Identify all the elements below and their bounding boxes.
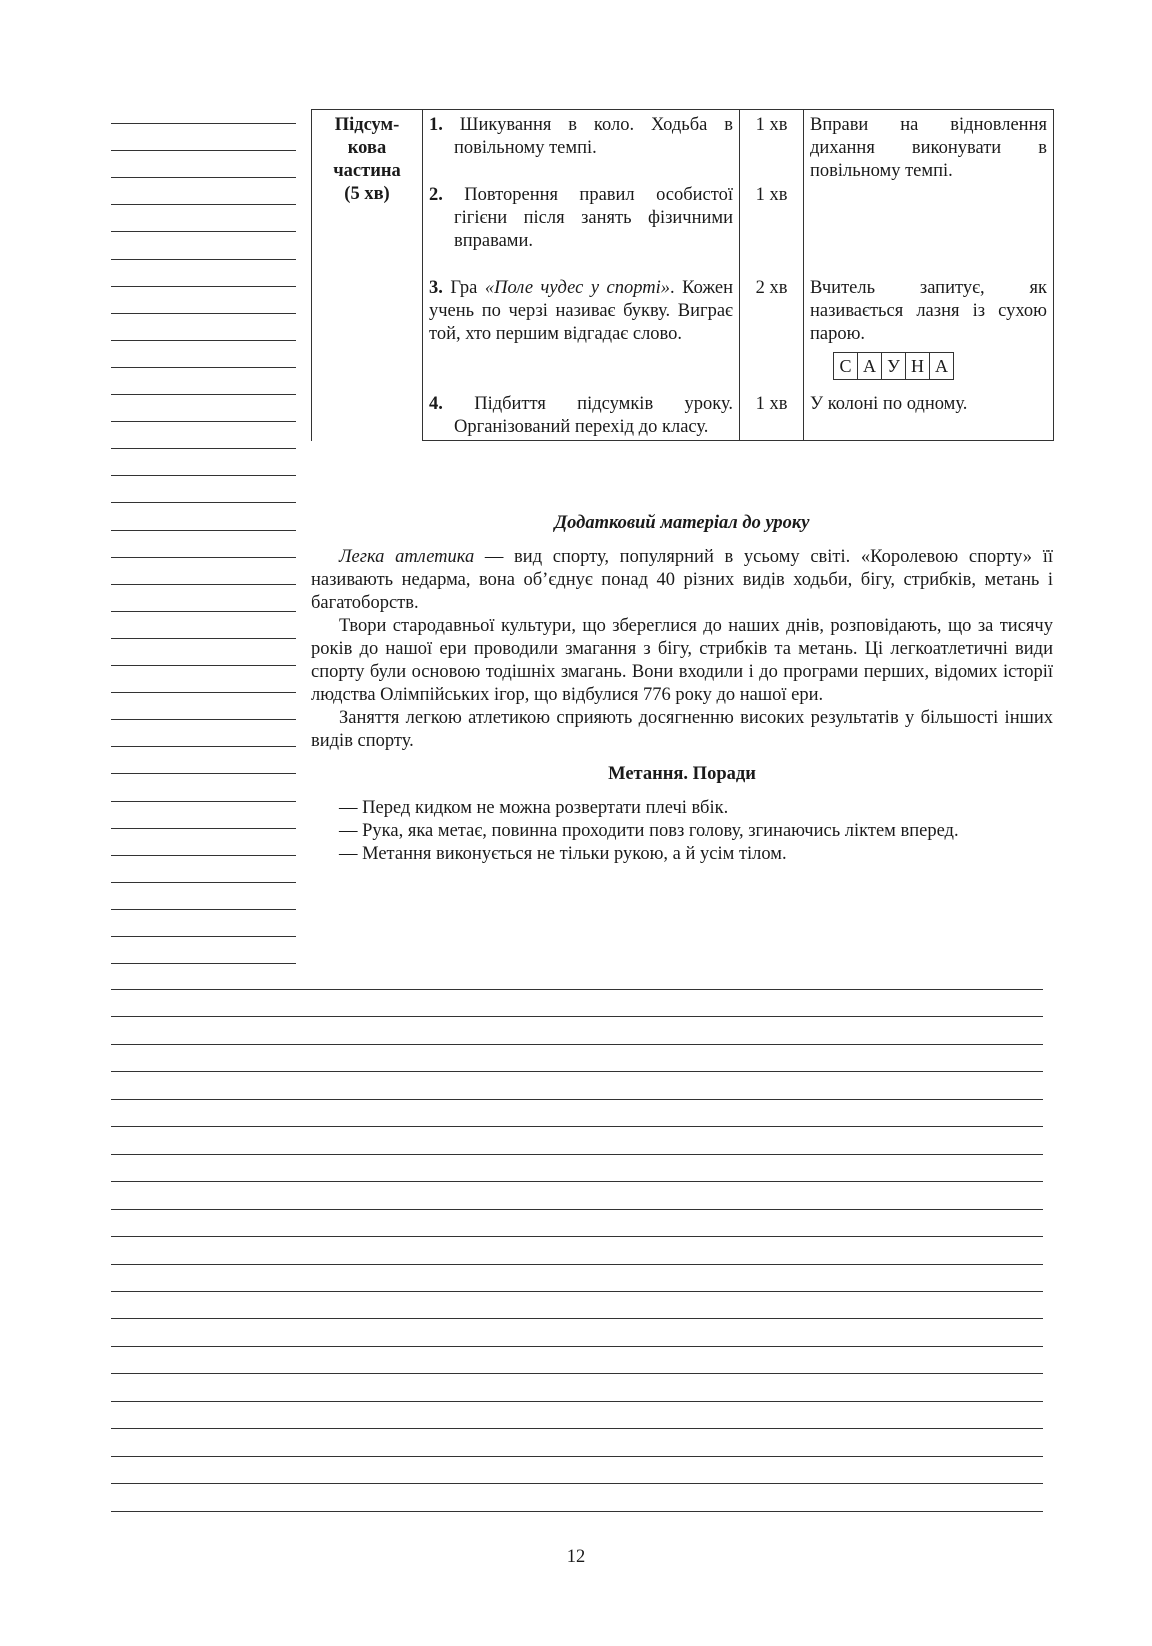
note-line	[111, 1126, 1043, 1127]
note-line	[111, 1401, 1043, 1402]
note-line	[111, 665, 296, 666]
page-number: 12	[566, 1547, 586, 1567]
note-line	[111, 286, 296, 287]
item-number: 3.	[429, 278, 443, 298]
note-line	[111, 828, 296, 829]
item-text: Шикування в коло. Ходьба в повільному темпі.	[454, 115, 734, 158]
note-line	[111, 1483, 1043, 1484]
tip-item: — Метання виконується не тільки рукою, а й усім тілом.	[339, 844, 787, 864]
note-line	[111, 1099, 1043, 1100]
note-line	[111, 1428, 1043, 1429]
tips-heading: Метання. Поради	[608, 764, 756, 784]
part-label: Підсум- кова частина (5 хв)	[312, 110, 423, 441]
item-note	[804, 184, 1054, 277]
note-line	[111, 177, 296, 178]
note-line	[111, 1456, 1043, 1457]
note-line	[111, 1373, 1043, 1374]
note-line	[111, 989, 1043, 990]
note-line	[111, 1346, 1043, 1347]
note-line	[111, 367, 296, 368]
note-line	[111, 1154, 1043, 1155]
lesson-table	[311, 109, 1054, 441]
note-line	[111, 421, 296, 422]
tip-item: — Перед кидком не можна розвертати плечі вбік.	[339, 798, 729, 818]
item-number: 4.	[429, 394, 443, 414]
note-line	[111, 231, 296, 232]
note-line	[111, 259, 296, 260]
item-number: 2.	[429, 185, 443, 205]
note-line	[111, 1181, 1043, 1182]
letter-box: У	[881, 352, 906, 380]
item-text: Підбиття підсумків уроку. Організований перехід до класу.	[454, 394, 734, 437]
answer-word-box	[834, 352, 1047, 380]
note-line	[111, 502, 296, 503]
note-line	[111, 611, 296, 612]
tip-item: — Рука, яка метає, повинна проходити повз голову, згинаючись ліктем вперед.	[339, 821, 959, 841]
note-line	[111, 1291, 1043, 1292]
note-line	[111, 475, 296, 476]
paragraph	[311, 546, 1053, 615]
item-note: Вчитель запитує, як називається лазня із сухою парою.	[810, 278, 1047, 344]
note-line	[111, 1044, 1043, 1045]
note-line	[111, 963, 296, 964]
note-line	[111, 150, 296, 151]
note-line	[111, 448, 296, 449]
note-line	[111, 1071, 1043, 1072]
note-line	[111, 855, 296, 856]
letter-box: А	[857, 352, 882, 380]
note-line	[111, 1511, 1043, 1512]
letter-box: С	[833, 352, 858, 380]
paragraph-text: — вид спорту, популярний в усьому світі. «Королевою спорту» її називають недарма, вона об’єднує понад 40 різних видів ходьби, бігу, стрибків, метань і багатоборств.	[311, 547, 1053, 613]
note-line	[111, 746, 296, 747]
note-line	[111, 719, 296, 720]
letter-box: А	[929, 352, 954, 380]
note-line	[111, 1209, 1043, 1210]
game-title: «Поле чудес у спорті»	[484, 278, 671, 298]
paragraph: Твори стародавньої культури, що збереглися до наших днів, розповідають, що за тисячу років до нашої ери проводили змагання з бігу, стрибків та метань. Ці легкоатлетичні види спорту були основою тодішніх змагань. Вони входили і до програми перших, відомих історії людства Олімпійських ігор, що відбулися 776 року до нашої ери.	[311, 616, 1053, 705]
note-line	[111, 313, 296, 314]
item-number: 1.	[429, 115, 443, 135]
letter-box: Н	[905, 352, 930, 380]
item-time: 1 хв	[740, 110, 804, 185]
item-note-cell	[804, 277, 1054, 393]
item-text-prefix: Гра	[450, 278, 485, 298]
term: Легка атлетика	[339, 547, 475, 567]
paragraph: Заняття легкою атлетикою сприяють досягненню високих результатів у більшості інших видів спорту.	[311, 708, 1053, 751]
extra-heading: Додатковий матеріал до уроку	[554, 513, 810, 533]
item-time: 2 хв	[740, 277, 804, 393]
note-line	[111, 773, 296, 774]
note-line	[111, 584, 296, 585]
table-row	[423, 277, 740, 393]
note-line	[111, 936, 296, 937]
note-line	[111, 801, 296, 802]
extra-material	[311, 512, 1053, 866]
note-line	[111, 638, 296, 639]
item-note: У колоні по одному.	[804, 393, 1054, 441]
note-line	[111, 557, 296, 558]
note-line	[111, 1016, 1043, 1017]
table-row	[423, 184, 740, 277]
note-line	[111, 394, 296, 395]
note-line	[111, 882, 296, 883]
item-time: 1 хв	[740, 393, 804, 441]
item-note: Вправи на відновлення дихання виконувати в повільному темпі.	[804, 110, 1054, 185]
note-line	[111, 909, 296, 910]
note-line	[111, 530, 296, 531]
note-line	[111, 1264, 1043, 1265]
note-line	[111, 340, 296, 341]
item-time: 1 хв	[740, 184, 804, 277]
note-line	[111, 1318, 1043, 1319]
item-text: Повторення правил особистої гігієни після занять фізичними вправами.	[454, 185, 733, 251]
item-text: . Кожен учень по черзі називає букву. Виграє той, хто першим відгадає слово.	[429, 278, 734, 344]
table-row	[423, 393, 740, 441]
note-line	[111, 204, 296, 205]
table-row	[423, 110, 740, 185]
note-line	[111, 1236, 1043, 1237]
note-line	[111, 692, 296, 693]
note-line	[111, 123, 296, 124]
